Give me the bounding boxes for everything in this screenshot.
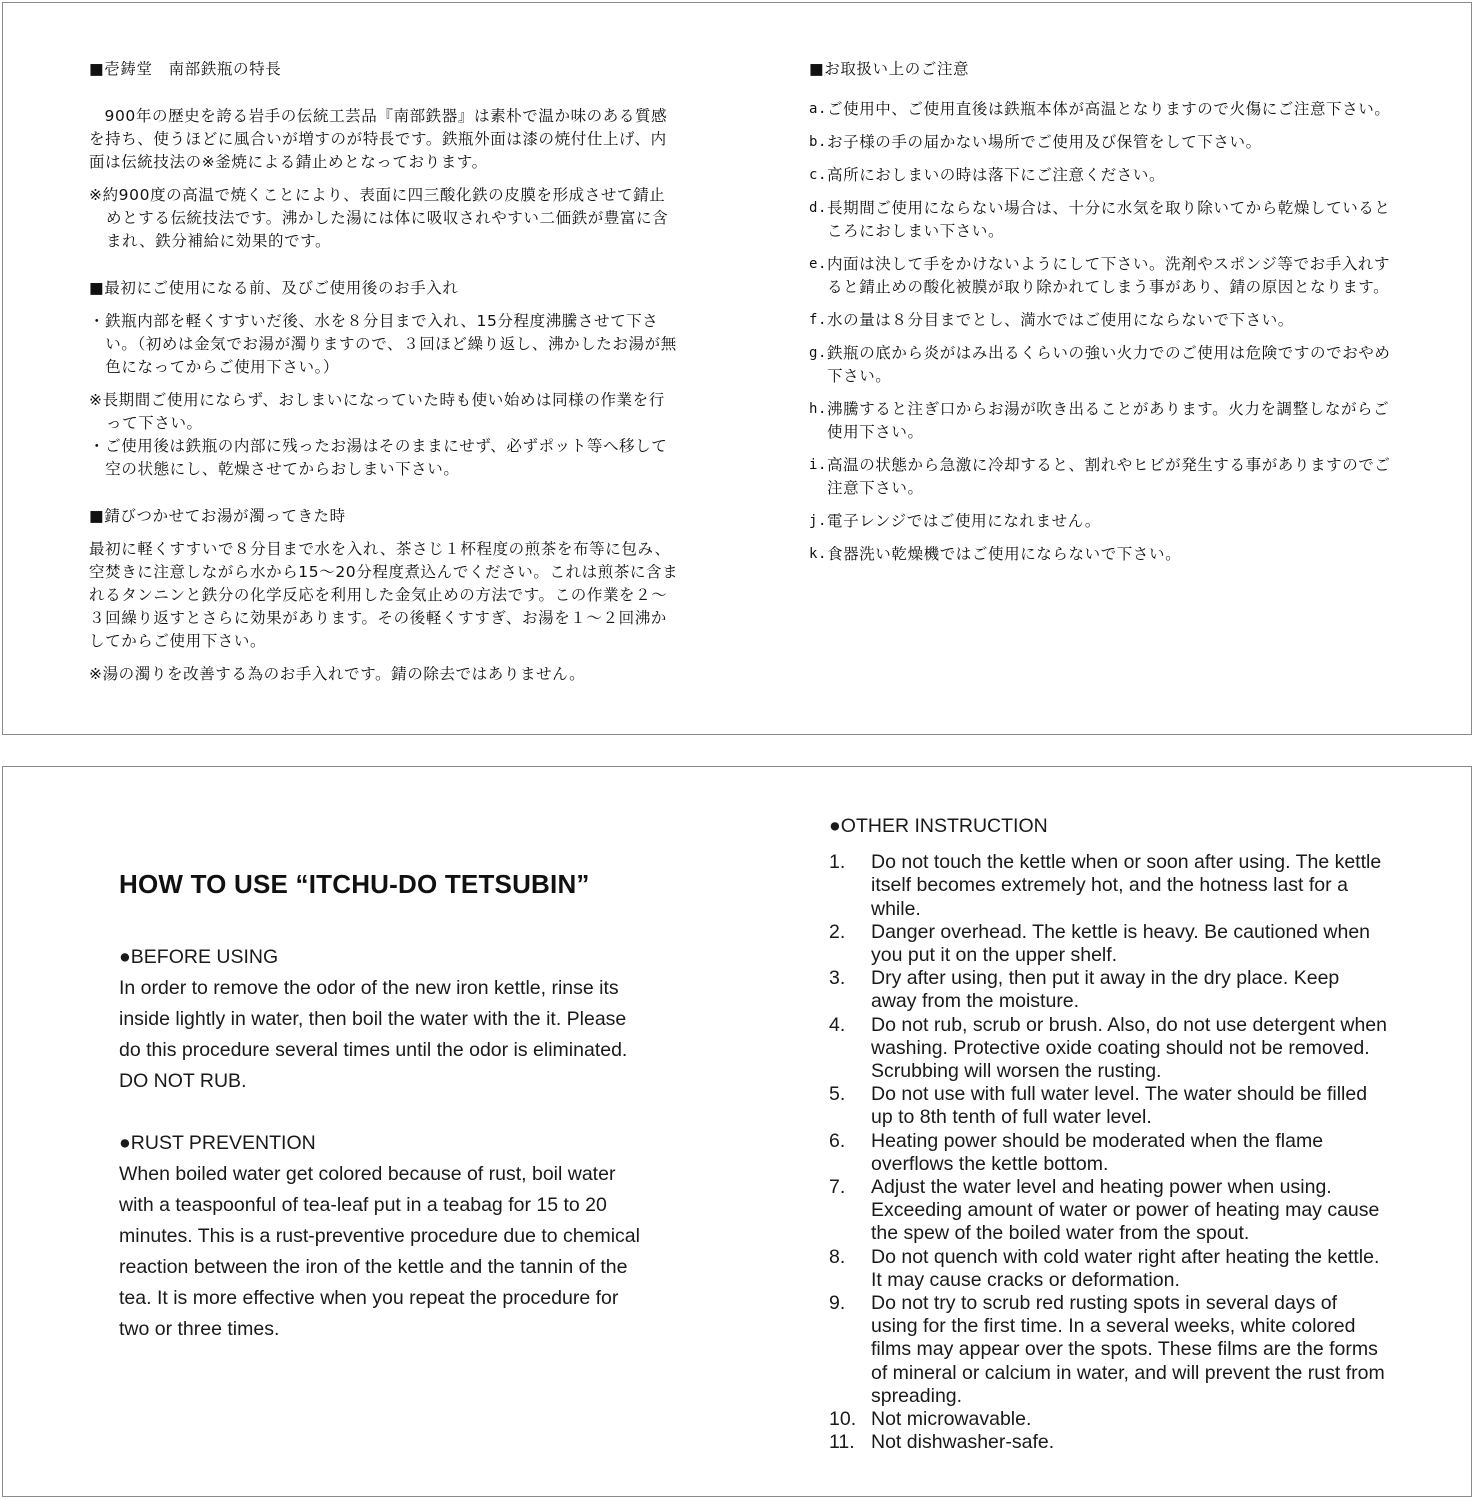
instruction-number: 1. [829, 851, 846, 874]
instruction-text: Danger overhead. The kettle is heavy. Be cautioned when you put it on the upper shelf. [871, 920, 1371, 967]
en-right-column [829, 815, 1389, 1454]
instruction-text: Do not quench with cold water right after heating the kettle. It may cause cracks or deformation. [871, 1245, 1380, 1291]
care-step-2: ・ご使用後は鉄瓶の内部に残ったお湯はそのままにせず、必ずポット等へ移して空の状態にし、乾燥させてからおしまい下さい。 [89, 437, 668, 478]
instruction-text: Dry after using, then put it away in the dry place. Keep away from the moisture. [871, 967, 1340, 1013]
caution-text: 高所におしまいの時は落下にご注意ください。 [827, 166, 1166, 184]
instruction-item [829, 1176, 1389, 1246]
english-instruction-card [2, 766, 1472, 1497]
instruction-item [829, 1292, 1389, 1408]
rust-body: 最初に軽くすすいで８分目まで水を入れ、茶さじ１杯程度の煎茶を布等に包み、空焚きに注意しながら水から15〜20分程度煮込んでください。これは煎茶に含まれるタンニンと鉄分の化学反応を利用した金気止めの方法です。この作業を２〜３回繰り返すとさらに効果があります。その後軽くすすぎ、お湯を１〜２回沸かしてからご使用下さい。 [89, 540, 679, 650]
caution-item [809, 253, 1397, 299]
instruction-number: 5. [829, 1083, 846, 1106]
instruction-text: Do not try to scrub red rusting spots in several days of using for the first time. In a several weeks, white colored films may appear over the spots. These films are the forms of mineral or calcium in water, and will prevent the rust from spreading. [871, 1292, 1385, 1407]
instruction-item [829, 1431, 1389, 1454]
instruction-number: 9. [829, 1292, 846, 1315]
before-using-body: In order to remove the odor of the new iron kettle, rinse its inside lightly in water, then boil the water with the it. Please do this procedure several times until the odor is eliminated. DO NOT RUB. [119, 977, 628, 1092]
en-left-column [119, 942, 649, 1345]
instruction-number: 2. [829, 920, 846, 943]
rust-prevention-body: When boiled water get colored because of rust, boil water with a teaspoonful of tea-leaf put in a teabag for 15 to 20 minutes. This is a rust-preventive procedure due to chemical reaction between the iron of the kettle and the tannin of the tea. It is more effective when you repeat the procedure for two or three times. [119, 1163, 640, 1340]
instruction-text: Heating power should be moderated when the flame overflows the kettle bottom. [871, 1129, 1324, 1175]
japanese-instruction-card [2, 2, 1472, 735]
caution-marker: f. [809, 312, 828, 328]
caution-marker: b. [809, 134, 828, 150]
instruction-item [829, 1408, 1389, 1431]
instruction-number: 4. [829, 1013, 846, 1036]
rust-heading: ■錆びつかせてお湯が濁ってきた時 [89, 507, 346, 525]
caution-item [809, 131, 1397, 154]
caution-marker: a. [809, 101, 828, 117]
caution-item [809, 454, 1397, 500]
instruction-item [829, 1014, 1389, 1084]
cautions-list [809, 98, 1397, 566]
instruction-number: 8. [829, 1245, 846, 1268]
instruction-text: Not dishwasher-safe. [871, 1431, 1055, 1454]
cautions-heading: ■お取扱い上のご注意 [809, 60, 970, 78]
features-body: 900年の歴史を誇る岩手の伝統工芸品『南部鉄器』は素朴で温か味のある質感を持ち、使うほどに風合いが増すのが特長です。鉄瓶外面は漆の焼付仕上げ、内面は伝統技法の※釜焼による錆止めとなっております。 [89, 107, 668, 171]
caution-item [809, 98, 1397, 121]
care-note: ※長期間ご使用にならず、おしまいになっていた時も使い始めは同様の作業を行って下さい。 [89, 391, 665, 432]
instruction-item [829, 1130, 1389, 1176]
caution-marker: j. [809, 513, 828, 529]
caution-marker: g. [809, 345, 828, 361]
caution-item [809, 510, 1397, 533]
caution-text: お子様の手の届かない場所でご使用及び保管をして下さい。 [827, 133, 1262, 151]
caution-item [809, 342, 1397, 388]
caution-marker: i. [809, 457, 828, 473]
instruction-number: 10. [829, 1408, 857, 1431]
features-heading: ■壱鋳堂 南部鉄瓶の特長 [89, 60, 282, 78]
caution-marker: e. [809, 256, 828, 272]
jp-right-column [809, 58, 1397, 576]
instruction-number: 3. [829, 967, 846, 990]
other-instruction-heading: ●OTHER INSTRUCTION [829, 815, 1048, 837]
caution-item [809, 543, 1397, 566]
care-step-1: ・鉄瓶内部を軽くすすいだ後、水を８分目まで入れ、15分程度沸騰させて下さい。（初めは金気でお湯が濁りますので、３回ほど繰り返し、沸かしたお湯が無色になってからご使用下さい。） [89, 312, 677, 376]
instruction-text: Do not rub, scrub or brush. Also, do not use detergent when washing. Protective oxide coating should not be removed. Scrubbing will worsen the rusting. [871, 1013, 1387, 1083]
instructions-list [829, 851, 1389, 1454]
instruction-item [829, 921, 1389, 967]
caution-item [809, 164, 1397, 187]
instruction-item [829, 967, 1389, 1013]
caution-item [809, 197, 1397, 243]
instruction-number: 11. [829, 1431, 855, 1454]
caution-text: 長期間ご使用にならない場合は、十分に水気を取り除いてから乾燥しているところにおしまい下さい。 [827, 199, 1391, 240]
caution-marker: h. [809, 401, 828, 417]
instruction-text: Not microwavable. [871, 1408, 1032, 1431]
caution-item [809, 309, 1397, 332]
instruction-text: Do not touch the kettle when or soon after using. The kettle itself becomes extremely hot, and the hotness last for a while. [871, 851, 1382, 920]
instruction-item [829, 851, 1389, 921]
instruction-number: 7. [829, 1176, 846, 1199]
caution-text: 鉄瓶の底から炎がはみ出るくらいの強い火力でのご使用は危険ですのでおやめ下さい。 [827, 344, 1391, 385]
caution-item [809, 398, 1397, 444]
rust-prevention-heading: ●RUST PREVENTION [119, 1132, 316, 1154]
care-heading: ■最初にご使用になる前、及びご使用後のお手入れ [89, 279, 459, 297]
features-note: ※約900度の高温で焼くことにより、表面に四三酸化鉄の皮膜を形成させて錆止めとする伝統技法です。沸かした湯には体に吸収されやすい二価鉄が豊富に含まれ、鉄分補給に効果的です。 [89, 186, 669, 250]
caution-text: 食器洗い乾燥機ではご使用にならないで下さい。 [827, 545, 1182, 563]
caution-text: 水の量は８分目までとし、満水ではご使用にならないで下さい。 [827, 311, 1294, 329]
instruction-number: 6. [829, 1129, 846, 1152]
caution-marker: d. [809, 200, 828, 216]
caution-text: 電子レンジではご使用になれません。 [827, 512, 1101, 530]
caution-marker: k. [809, 546, 828, 562]
caution-text: 沸騰すると注ぎ口からお湯が吹き出ることがあります。火力を調整しながらご使用下さい。 [827, 400, 1390, 441]
rust-note: ※湯の濁りを改善する為のお手入れです。錆の除去ではありません。 [89, 665, 586, 683]
instruction-text: Do not use with full water level. The water should be filled up to 8th tenth of full water level. [871, 1083, 1368, 1129]
caution-text: ご使用中、ご使用直後は鉄瓶本体が高温となりますので火傷にご注意下さい。 [827, 100, 1391, 118]
instruction-item [829, 1083, 1389, 1129]
jp-left-column [89, 58, 679, 686]
caution-text: 高温の状態から急激に冷却すると、割れやヒビが発生する事がありますのでご注意下さい。 [827, 456, 1391, 497]
caution-text: 内面は決して手をかけないようにして下さい。洗剤やスポンジ等でお手入れすると錆止めの酸化被膜が取り除かれてしまう事があり、錆の原因となります。 [827, 255, 1391, 296]
instruction-text: Adjust the water level and heating power when using. Exceeding amount of water or power of heating may cause the spew of the boiled water from the spout. [871, 1176, 1380, 1245]
before-using-heading: ●BEFORE USING [119, 946, 279, 968]
instruction-item [829, 1246, 1389, 1292]
page-title: HOW TO USE “ITCHU-DO TETSUBIN” [119, 869, 590, 899]
caution-marker: c. [809, 167, 828, 183]
